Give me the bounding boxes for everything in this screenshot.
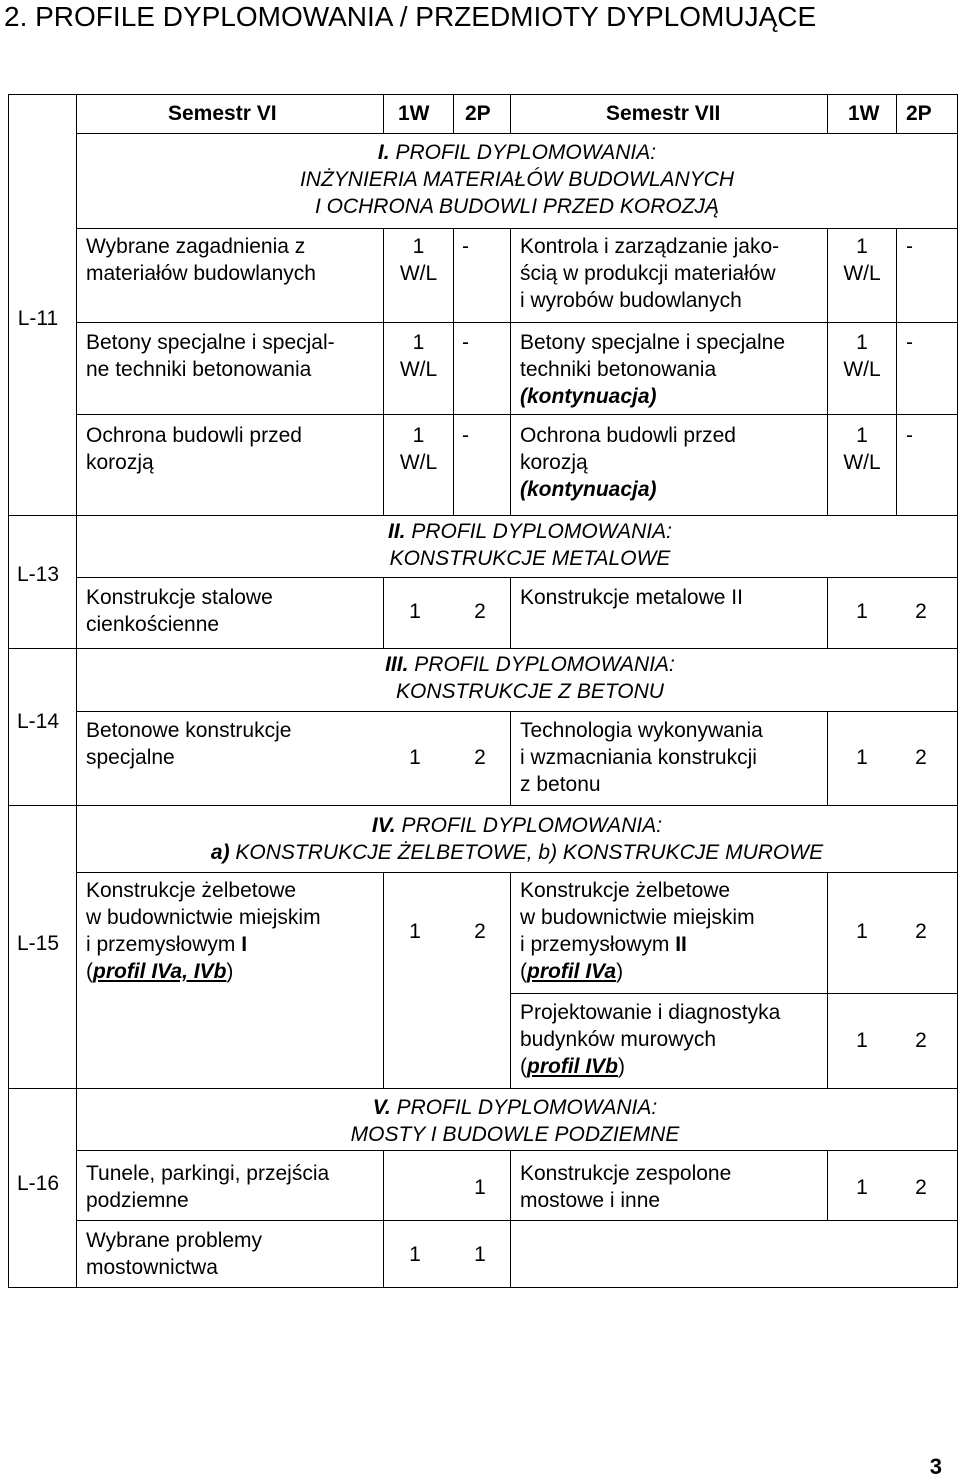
header-lecture-1: 1W xyxy=(398,102,430,125)
hours-p-s7-r7: 2 xyxy=(915,1029,927,1052)
subject-s6-r6: Konstrukcje żelbetowe w budownictwie miejskim i przemysłowym I (profil IVa, IVb) xyxy=(86,879,321,983)
header-semester-6: Semestr VI xyxy=(168,102,277,125)
hours-w-s6-r3: 1 W/L xyxy=(399,424,438,474)
subject-s6-r1: Wybrane zagadnienia z materiałów budowlanych xyxy=(86,235,316,285)
hours-w-s6-r5: 1 xyxy=(409,746,421,769)
hours-w-s6-r8: 1 xyxy=(474,1176,486,1199)
label-l14: L-14 xyxy=(16,710,60,733)
hours-w-s7-r2: 1 W/L xyxy=(843,331,881,381)
label-l11: L-11 xyxy=(17,307,59,330)
hours-w-s6-r4: 1 xyxy=(409,600,421,623)
subject-s7-r2: Betony specjalne i specjalne techniki betonowania (kontynuacja) xyxy=(520,331,786,408)
header-project-2: 2P xyxy=(906,102,932,125)
hours-w-s6-r2: 1 W/L xyxy=(399,331,438,381)
hours-w-s7-r7: 1 xyxy=(856,1029,868,1052)
subject-s6-r4: Konstrukcje stalowe cienkościenne xyxy=(86,586,273,636)
subject-s6-r3: Ochrona budowli przed korozją xyxy=(86,424,302,474)
hours-p-s6-r1: - xyxy=(462,235,469,258)
hours-p-s7-r1: - xyxy=(906,235,913,258)
header-project-1: 2P xyxy=(465,102,491,125)
header-semester-7: Semestr VII xyxy=(606,102,721,125)
hours-p-s7-r5: 2 xyxy=(915,746,927,769)
hours-w-s7-r4: 1 xyxy=(856,600,868,623)
hours-p-s7-r4: 2 xyxy=(915,600,927,623)
hours-p-s7-r2: - xyxy=(906,331,913,354)
hours-p-s7-r6: 2 xyxy=(915,920,927,943)
subject-s7-r1: Kontrola i zarządzanie jako- ścią w produkcji materiałów i wyrobów budowlanych xyxy=(520,235,780,312)
hours-p-s6-r5: 2 xyxy=(474,746,486,769)
profile-1-heading: I. PROFIL DYPLOMOWANIA: INŻYNIERIA MATERIAŁÓW BUDOWLANYCH I OCHRONA BUDOWLI PRZED KOROZJĄ xyxy=(299,141,735,218)
subject-s7-r6: Konstrukcje żelbetowe w budownictwie miejskim i przemysłowym II (profil IVa) xyxy=(520,879,755,983)
label-l13: L-13 xyxy=(16,563,60,586)
hours-w-s6-r1: 1 W/L xyxy=(399,235,438,285)
profile-4-heading: IV. PROFIL DYPLOMOWANIA: a) KONSTRUKCJE ŻELBETOWE, b) KONSTRUKCJE MUROWE xyxy=(210,814,824,864)
hours-w-s7-r8: 1 xyxy=(856,1176,868,1199)
subject-s7-r4: Konstrukcje metalowe II xyxy=(520,586,743,609)
hours-w-s6-r6: 1 xyxy=(409,920,421,943)
profile-3-heading: III. PROFIL DYPLOMOWANIA: KONSTRUKCJE Z BETONU xyxy=(385,653,675,703)
subject-s7-r5: Technologia wykonywania i wzmacniania konstrukcji z betonu xyxy=(520,719,763,796)
header-lecture-2: 1W xyxy=(848,102,880,125)
subject-s7-r7: Projektowanie i diagnostyka budynków murowych (profil IVb) xyxy=(520,1001,781,1078)
hours-p-s7-r8: 2 xyxy=(915,1176,927,1199)
profile-2-heading: II. PROFIL DYPLOMOWANIA: KONSTRUKCJE METALOWE xyxy=(388,520,672,570)
page-title: 2. PROFILE DYPLOMOWANIA / PRZEDMIOTY DYPLOMUJĄCE xyxy=(4,1,817,32)
hours-p-s6-r9: 1 xyxy=(474,1243,486,1266)
subject-s6-r2: Betony specjalne i specjal- ne techniki betonowania xyxy=(86,331,335,381)
hours-w-s7-r3: 1 W/L xyxy=(843,424,881,474)
page-number: 3 xyxy=(929,1454,942,1479)
hours-p-s6-r3: - xyxy=(462,424,469,447)
subject-s6-r8: Tunele, parkingi, przejścia podziemne xyxy=(86,1162,330,1212)
profile-5-heading: V. PROFIL DYPLOMOWANIA: MOSTY I BUDOWLE PODZIEMNE xyxy=(350,1096,680,1146)
label-l15: L-15 xyxy=(16,932,60,955)
subject-s6-r5: Betonowe konstrukcje specjalne xyxy=(86,719,292,769)
hours-w-s7-r1: 1 W/L xyxy=(843,235,881,285)
subject-s7-r8: Konstrukcje zespolone mostowe i inne xyxy=(520,1162,732,1212)
subject-s6-r9: Wybrane problemy mostownictwa xyxy=(86,1229,263,1279)
label-l16: L-16 xyxy=(16,1172,60,1195)
hours-p-s6-r6: 2 xyxy=(474,920,486,943)
hours-p-s6-r4: 2 xyxy=(474,600,486,623)
hours-w-s6-r9: 1 xyxy=(409,1243,421,1266)
hours-p-s6-r2: - xyxy=(462,331,469,354)
subject-s7-r3: Ochrona budowli przed korozją (kontynuacja) xyxy=(520,424,736,501)
hours-w-s7-r6: 1 xyxy=(856,920,868,943)
hours-p-s7-r3: - xyxy=(906,424,913,447)
hours-w-s7-r5: 1 xyxy=(856,746,868,769)
